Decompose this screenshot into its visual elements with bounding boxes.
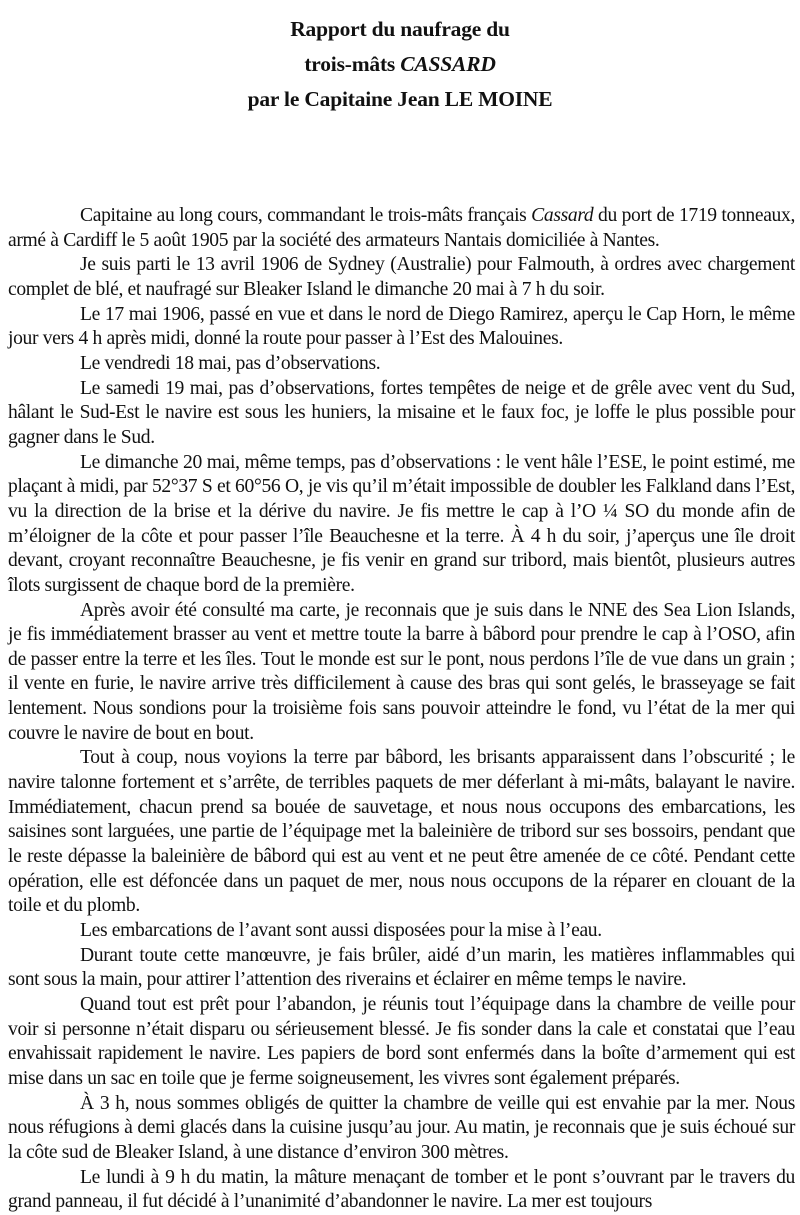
paragraph-1-before: Capitaine au long cours, commandant le trois-mâts français bbox=[80, 205, 532, 226]
paragraph-8: Tout à coup, nous voyions la terre par bâbord, les brisants apparaissent dans l’obscurité ; le navire talonne fortement et s’arrête, de terribles paquets de mer déferlant à mi-mâts, balayant le navire. Immédiatement, chacun prend sa bouée de sauvetage, et nous nous occupons des embarcations, les saisines sont larguées, une partie de l’équipage met la baleinière de tribord sur ses bossoirs, pendant que le reste dépasse la baleinière de bâbord qui est au vent et ne peut être amenée de ce côté. Pendant cette opération, elle est défoncée dans un paquet de mer, nous nous occupons de la réparer en clouant de la toile et du plomb. bbox=[8, 747, 795, 917]
paragraph-2: Je suis parti le 13 avril 1906 de Sydney (Australie) pour Falmouth, à ordres avec chargement complet de blé, et naufragé sur Bleaker Island le dimanche 20 mai à 7 h du soir. bbox=[8, 254, 795, 300]
paragraph-3: Le 17 mai 1906, passé en vue et dans le nord de Diego Ramirez, aperçu le Cap Horn, le même jour vers 4 h après midi, donné la route pour passer à l’Est des Malouines. bbox=[8, 303, 795, 350]
title-line-3-author: par le Capitaine Jean LE MOINE bbox=[247, 87, 553, 111]
title-line-2-prefix: trois-mâts bbox=[304, 52, 401, 76]
paragraph-5: Le samedi 19 mai, pas d’observations, fortes tempêtes de neige et de grêle avec vent du Sud, hâlant le Sud-Est le navire est sous les huniers, la misaine et le faux foc, je loffe le plus possible pour gagner dans le Sud. bbox=[8, 377, 795, 448]
ship-name-inline: Cassard bbox=[531, 205, 594, 226]
paragraph-6: Le dimanche 20 mai, même temps, pas d’observations : le vent hâle l’ESE, le point estimé, me plaçant à midi, par 52°37 S et 60°56 O, je vis qu’il m’était impossible de doubler les Falkland dans l’Est, vu la direction de la brise et la dérive du navire. Je fis mettre le cap à l’O ¼ SO du monde afin de m’éloigner de la côte et pour passer l’île Beauchesne et la terre. À 4 h du soir, j’aperçus une île droit devant, croyant reconnaître Beauchesne, je fis venir en grand sur tribord, mais bientôt, plusieurs autres îlots surgissent de chaque bord de la première. bbox=[8, 451, 795, 596]
paragraph-12: À 3 h, nous sommes obligés de quitter la chambre de veille qui est envahie par la mer. Nous nous réfugions à demi glacés dans la cuisine jusqu’au jour. Au matin, je reconnais que je suis échoué sur la côte sud de Bleaker Island, à une distance d’environ 300 mètres. bbox=[8, 1092, 795, 1163]
paragraph-4: Le vendredi 18 mai, pas d’observations. bbox=[80, 352, 381, 374]
paragraph-13: Le lundi à 9 h du matin, la mâture menaçant de tomber et le pont s’ouvrant par le travers du grand panneau, il fut décidé à l’unanimité d’abandonner le navire. La mer est toujours bbox=[8, 1166, 795, 1213]
paragraph-10: Durant toute cette manœuvre, je fais brûler, aidé d’un marin, les matières inflammables qui sont sous la main, pour attirer l’attention des riverains et éclairer en même temps le navire. bbox=[8, 944, 795, 991]
paragraph-1 bbox=[8, 204, 795, 253]
document-title bbox=[0, 12, 800, 117]
paragraph-11: Quand tout est prêt pour l’abandon, je réunis tout l’équipage dans la chambre de veille pour voir si personne n’était disparu ou sérieusement blessé. Je fis sonder dans la cale et constatai que l’eau envahissait rapidement le navire. Les papiers de bord sont enfermés dans la boîte d’armement qui est mise dans un sac en toile que je ferme soigneusement, les vivres sont également préparés. bbox=[8, 994, 795, 1089]
paragraph-1-after: du port de 1719 tonneaux, armé à Cardiff le 5 août 1905 par la société des armateurs Nantais domiciliée à Nantes. bbox=[8, 205, 795, 251]
ship-name: CASSARD bbox=[400, 52, 496, 76]
title-line-2 bbox=[0, 47, 800, 82]
paragraph-9: Les embarcations de l’avant sont aussi disposées pour la mise à l’eau. bbox=[80, 920, 602, 942]
report-body bbox=[8, 204, 795, 1215]
title-line-1: Rapport du naufrage du bbox=[290, 17, 510, 41]
paragraph-7: Après avoir été consulté ma carte, je reconnais que je suis dans le NNE des Sea Lion Islands, je fis immédiatement brasser au vent et mettre toute la barre à bâbord pour prendre le cap à l’OSO, afin de passer entre la terre et les îles. Tout le monde est sur le pont, nous perdons l’île de vue dans un grain ; il vente en furie, le navire arrive très difficilement à cause des bras qui sont gelés, le brasseyage se fait lentement. Nous sondions pour la troisième fois sans pouvoir atteindre le fond, vu l’état de la mer qui couvre le navire de bout en bout. bbox=[8, 599, 795, 744]
